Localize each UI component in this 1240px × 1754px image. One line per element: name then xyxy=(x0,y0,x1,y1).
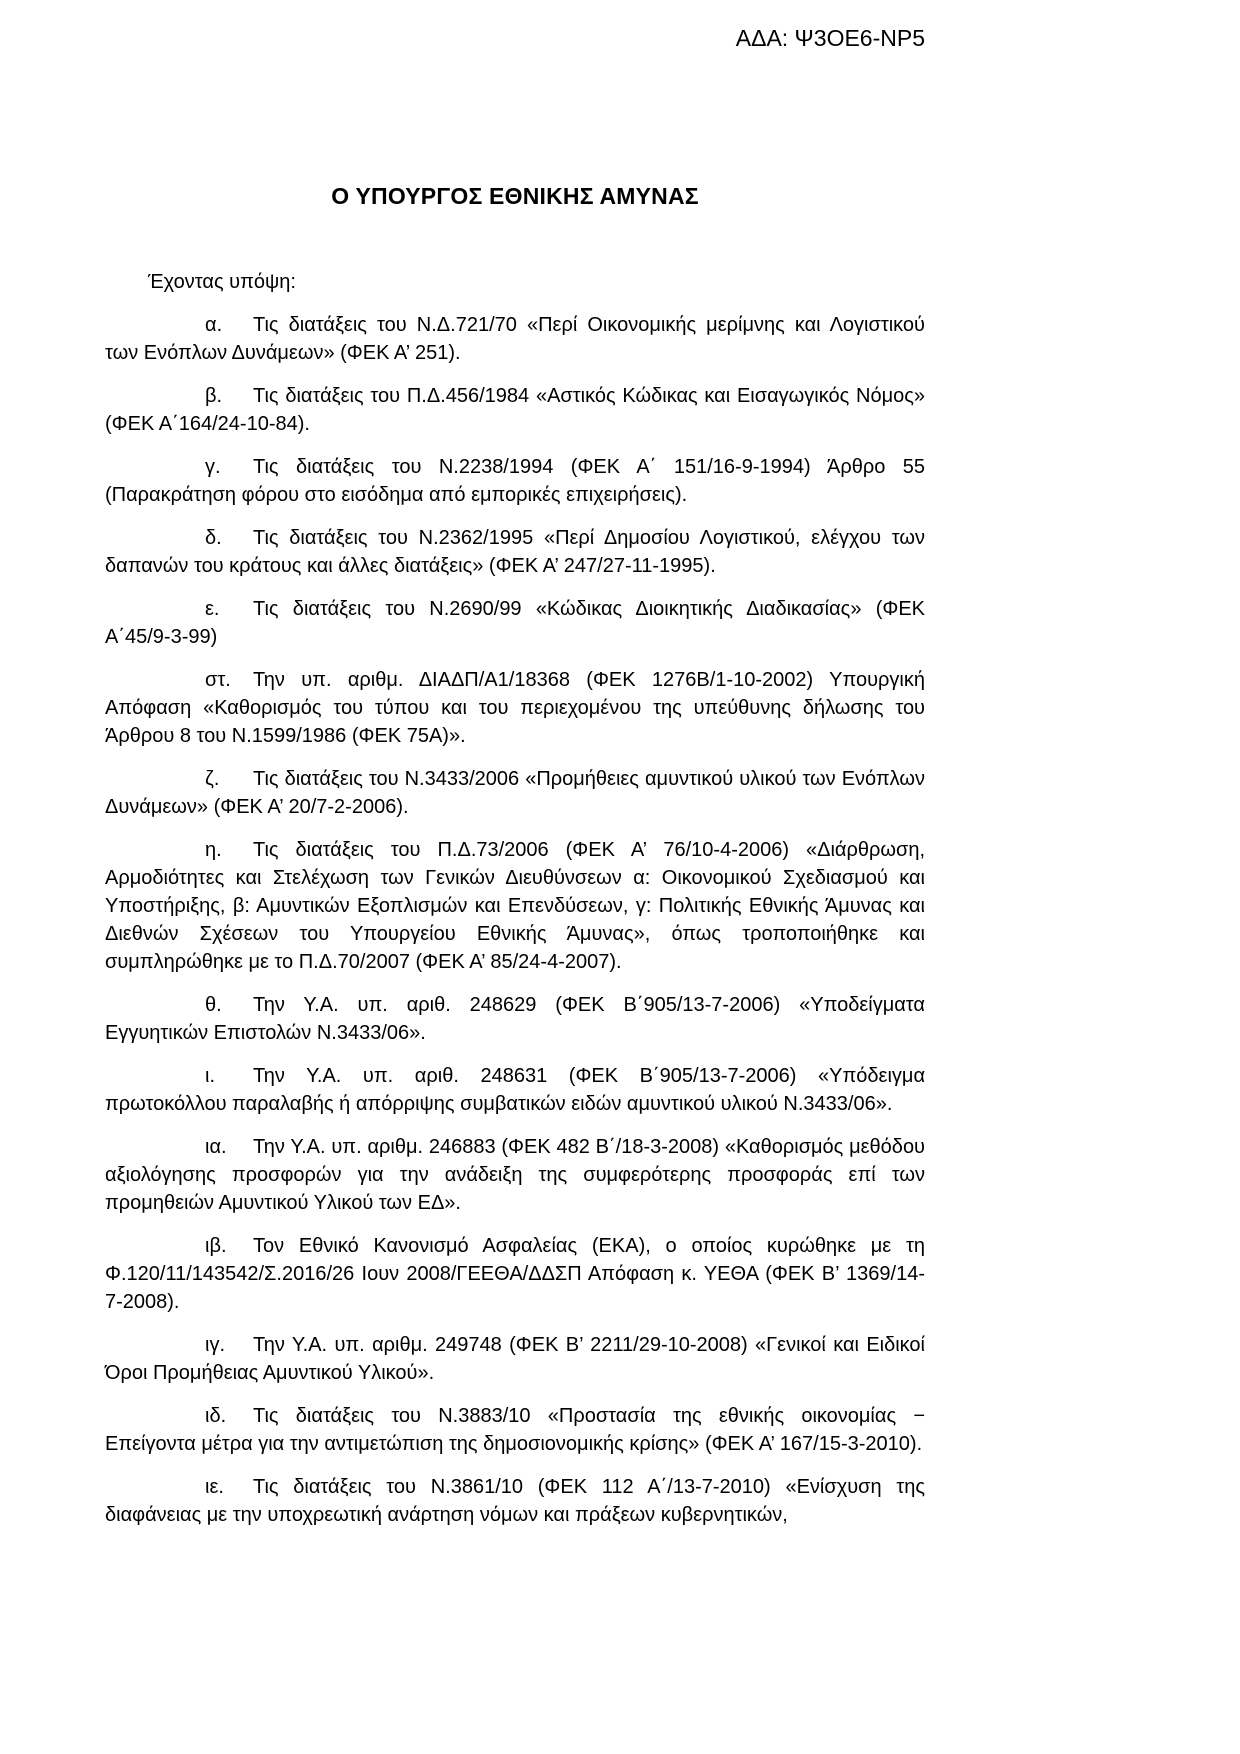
provision-item-στ xyxy=(105,666,925,750)
provision-label: ιγ. xyxy=(205,1334,225,1356)
provision-text: Τις διατάξεις του Ν.2238/1994 (ΦΕΚ Α΄ 151/16-9-1994) Άρθρο 55 (Παρακράτηση φόρου στο εισόδημα από εμπορικές επιχειρήσεις). xyxy=(105,456,925,506)
provision-text: Τις διατάξεις του Π.Δ.456/1984 «Αστικός Κώδικας και Εισαγωγικός Νόμος» (ΦΕΚ Α΄164/24-10-84). xyxy=(105,385,925,435)
provision-text: Τις διατάξεις του Ν.3883/10 «Προστασία της εθνικής οικονομίας − Επείγοντα μέτρα για την αντιμετώπιση της δημοσιονομικής κρίσης» (ΦΕΚ Α’ 167/15-3-2010). xyxy=(105,1405,925,1455)
provision-text: Τις διατάξεις του Ν.2362/1995 «Περί Δημοσίου Λογιστικού, ελέγχου των δαπανών του κράτους και άλλες διατάξεις» (ΦΕΚ Α’ 247/27-11-1995). xyxy=(105,527,925,577)
provision-item-ιδ xyxy=(105,1402,925,1458)
provision-label: η. xyxy=(205,839,222,861)
provision-label: ε. xyxy=(205,598,220,620)
provision-text: Τις διατάξεις του Ν.Δ.721/70 «Περί Οικονομικής μερίμνης και Λογιστικού των Ενόπλων Δυνάμεων» (ΦΕΚ Α’ 251). xyxy=(105,314,925,364)
provision-item-ια xyxy=(105,1133,925,1217)
provision-text: Την υπ. αριθμ. ΔΙΑΔΠ/Α1/18368 (ΦΕΚ 1276Β/1-10-2002) Υπουργική Απόφαση «Καθορισμός του τύπου και του περιεχομένου της υπεύθυνης δήλωσης του Άρθρου 8 του Ν.1599/1986 (ΦΕΚ 75Α)». xyxy=(105,669,925,747)
provision-item-β xyxy=(105,382,925,438)
provision-text: Την Υ.Α. υπ. αριθ. 248631 (ΦΕΚ Β΄905/13-7-2006) «Υπόδειγμα πρωτοκόλλου παραλαβής ή απόρριψης συμβατικών ειδών αμυντικού υλικού Ν.3433/06». xyxy=(105,1065,925,1115)
provision-item-ζ xyxy=(105,765,925,821)
provision-item-ιε xyxy=(105,1473,925,1529)
provision-label: ζ. xyxy=(205,768,220,790)
provision-item-ιβ xyxy=(105,1232,925,1316)
provision-item-δ xyxy=(105,524,925,580)
ada-code: ΑΔΑ: Ψ3ΟΕ6-ΝΡ5 xyxy=(735,25,925,51)
provision-text: Τις διατάξεις του Π.Δ.73/2006 (ΦΕΚ Α’ 76/10-4-2006) «Διάρθρωση, Αρμοδιότητες και Στελέχωση των Γενικών Διευθύνσεων α: Οικονομικού Σχεδιασμού και Υποστήριξης, β: Αμυντικών Εξοπλισμών και Επενδύσεων, γ: Πολιτικής Εθνικής Άμυνας και Διεθνών Σχέσεων του Υπουργείου Εθνικής Άμυνας», όπως τροποποιήθηκε και συμπληρώθηκε με το Π.Δ.70/2007 (ΦΕΚ Α’ 85/24-4-2007). xyxy=(105,839,925,973)
intro-text: Έχοντας υπόψη: xyxy=(148,271,296,293)
provision-label: ι. xyxy=(205,1065,215,1087)
provision-label: ιβ. xyxy=(205,1235,227,1257)
provision-item-ι xyxy=(105,1062,925,1118)
provision-item-γ xyxy=(105,453,925,509)
provision-label: ιδ. xyxy=(205,1405,227,1427)
provision-text: Την Υ.Α. υπ. αριθμ. 249748 (ΦΕΚ Β’ 2211/29-10-2008) «Γενικοί και Ειδικοί Όροι Προμήθειας Αμυντικού Υλικού». xyxy=(105,1334,925,1384)
page-title: Ο ΥΠΟΥΡΓΟΣ ΕΘΝΙΚΗΣ ΑΜΥΝΑΣ xyxy=(331,183,699,209)
provision-item-ε xyxy=(105,595,925,651)
provision-label: γ. xyxy=(205,456,221,478)
provision-item-ιγ xyxy=(105,1331,925,1387)
provision-item-θ xyxy=(105,991,925,1047)
provision-item-α xyxy=(105,311,925,367)
provision-label: α. xyxy=(205,314,223,336)
provision-label: θ. xyxy=(205,994,222,1016)
provision-label: ιε. xyxy=(205,1476,224,1498)
provision-text: Τις διατάξεις του Ν.3433/2006 «Προμήθειες αμυντικού υλικού των Ενόπλων Δυνάμεων» (ΦΕΚ Α’ 20/7-2-2006). xyxy=(105,768,925,818)
provision-text: Τις διατάξεις του Ν.2690/99 «Κώδικας Διοικητικής Διαδικασίας» (ΦΕΚ Α΄45/9-3-99) xyxy=(105,598,925,648)
provision-list xyxy=(105,311,925,1529)
provision-text: Την Υ.Α. υπ. αριθμ. 246883 (ΦΕΚ 482 Β΄/18-3-2008) «Καθορισμός μεθόδου αξιολόγησης προσφορών για την ανάδειξη της συμφερότερης προσφοράς επί των προμηθειών Αμυντικού Υλικού των ΕΔ». xyxy=(105,1136,925,1214)
provision-label: ια. xyxy=(205,1136,227,1158)
provision-label: δ. xyxy=(205,527,222,549)
provision-item-η xyxy=(105,836,925,976)
provision-label: στ. xyxy=(205,669,231,691)
provision-text: Την Υ.Α. υπ. αριθ. 248629 (ΦΕΚ Β΄905/13-7-2006) «Υποδείγματα Εγγυητικών Επιστολών Ν.3433/06». xyxy=(105,994,925,1044)
provision-label: β. xyxy=(205,385,223,407)
provision-text: Τον Εθνικό Κανονισμό Ασφαλείας (ΕΚΑ), ο οποίος κυρώθηκε με τη Φ.120/11/143542/Σ.2016/26 Ιουν 2008/ΓΕΕΘΑ/ΔΔΣΠ Απόφαση κ. ΥΕΘΑ (ΦΕΚ Β’ 1369/14-7-2008). xyxy=(105,1235,925,1313)
provision-text: Τις διατάξεις του Ν.3861/10 (ΦΕΚ 112 Α΄/13-7-2010) «Ενίσχυση της διαφάνειας με την υποχρεωτική ανάρτηση νόμων και πράξεων κυβερνητικών, xyxy=(105,1476,925,1526)
